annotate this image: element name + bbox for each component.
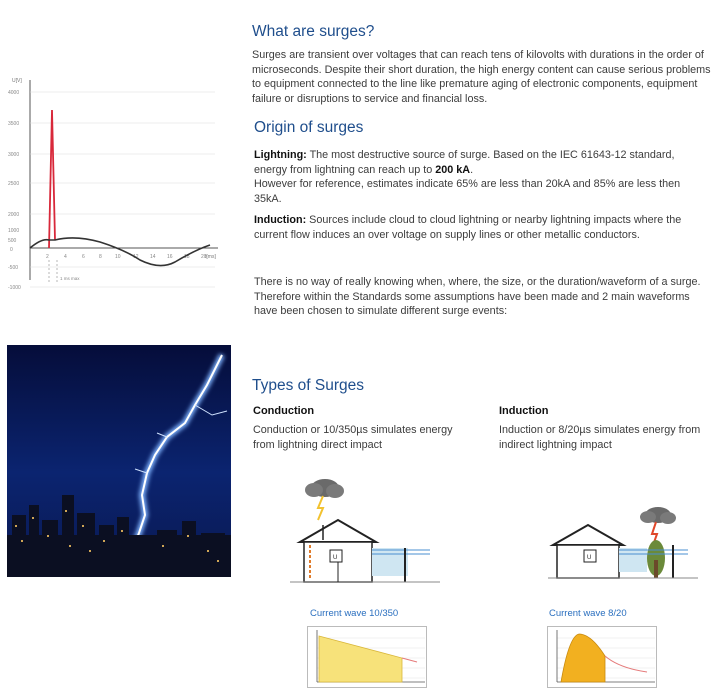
x-tick: 16 [167, 254, 173, 260]
induction-text: Sources include cloud to cloud lightning or nearby lightning impacts where the current flow induces an over voltage on supply lines or other metallic conductors. [254, 214, 682, 241]
current-wave-8-20-chart [547, 626, 657, 688]
y-axis-label: U[V] [12, 78, 22, 84]
surge-spike [49, 110, 55, 248]
induction-title: Induction [499, 405, 549, 417]
x-tick: 14 [150, 254, 156, 260]
y-tick: 3500 [8, 121, 20, 127]
x-tick: 18 [184, 254, 190, 260]
x-tick: 12 [133, 254, 139, 260]
x-axis-label: t[ms] [205, 254, 216, 260]
x-tick: 2 [46, 254, 49, 260]
storm-cloud-icon [305, 479, 344, 520]
y-tick: 2500 [8, 181, 20, 187]
x-tick: 8 [99, 254, 102, 260]
induction-type-text: Induction or 8/20µs simulates energy from indirect lightning impact [499, 424, 701, 451]
y-tick: -500 [8, 265, 19, 271]
y-tick: 4000 [8, 90, 20, 96]
lightning-text: The most destructive source of surge. Based on the IEC 61643-12 standard, energy from lightning can reach up to [254, 149, 675, 176]
lightning-end: . [470, 163, 474, 176]
lightning-label: Lightning: [254, 149, 307, 161]
waveform-note: There is no way of really knowing when, where, the size, or the duration/waveform of a surge. Therefore within the Standards some assumptions have been made and 2 main waveforms have been chosen to simulate different surge events: [254, 276, 701, 317]
svg-text:U: U [587, 555, 592, 561]
current-wave-10-350-chart [307, 626, 427, 688]
y-tick: 500 [8, 238, 17, 244]
y-tick: 3000 [8, 152, 20, 158]
lightning-reference: However for reference, estimates indicate 65% are less than 20kA and 85% are less then 35kA. [254, 178, 681, 205]
x-tick: 10 [115, 254, 121, 260]
y-tick: -1000 [8, 285, 21, 291]
x-tick: 20 [201, 254, 207, 260]
pulse-duration-annotation: 1 ms max [60, 276, 80, 281]
x-tick: 4 [64, 254, 67, 260]
induction-house-illustration [548, 500, 698, 585]
what-title: What are surges? [252, 23, 375, 40]
y-tick: 1000 [8, 228, 20, 234]
induction-label: Induction: [254, 214, 307, 226]
x-tick: 6 [82, 254, 85, 260]
conduction-title: Conduction [253, 405, 315, 417]
y-tick: 2000 [8, 212, 20, 218]
induction-paragraph [254, 213, 709, 242]
conduction-text: Conduction or 10/350µs simulates energy from lightning direct impact [253, 424, 453, 451]
types-title: Types of Surges [252, 377, 365, 394]
lightning-value: 200 kA [435, 163, 471, 176]
surge-voltage-graph [0, 70, 225, 295]
lightning-city-photo [7, 345, 231, 577]
wave-10-350-caption: Current wave 10/350 [310, 608, 399, 619]
svg-text:U: U [333, 555, 338, 561]
conduction-house-illustration [290, 470, 440, 588]
tree-icon [647, 540, 665, 578]
y-tick: 0 [10, 247, 13, 253]
what-body: Surges are transient over voltages that can reach tens of kilovolts with durations in the order of microseconds. Despite their short duration, the high energy content can cause serious problems to equipment connected to the line like premature aging of electronic components, equipment failure or disruptions to service and financial loss. [252, 49, 711, 105]
lightning-paragraph [254, 148, 709, 206]
origin-title: Origin of surges [254, 119, 364, 136]
wave-8-20-caption: Current wave 8/20 [549, 608, 627, 619]
